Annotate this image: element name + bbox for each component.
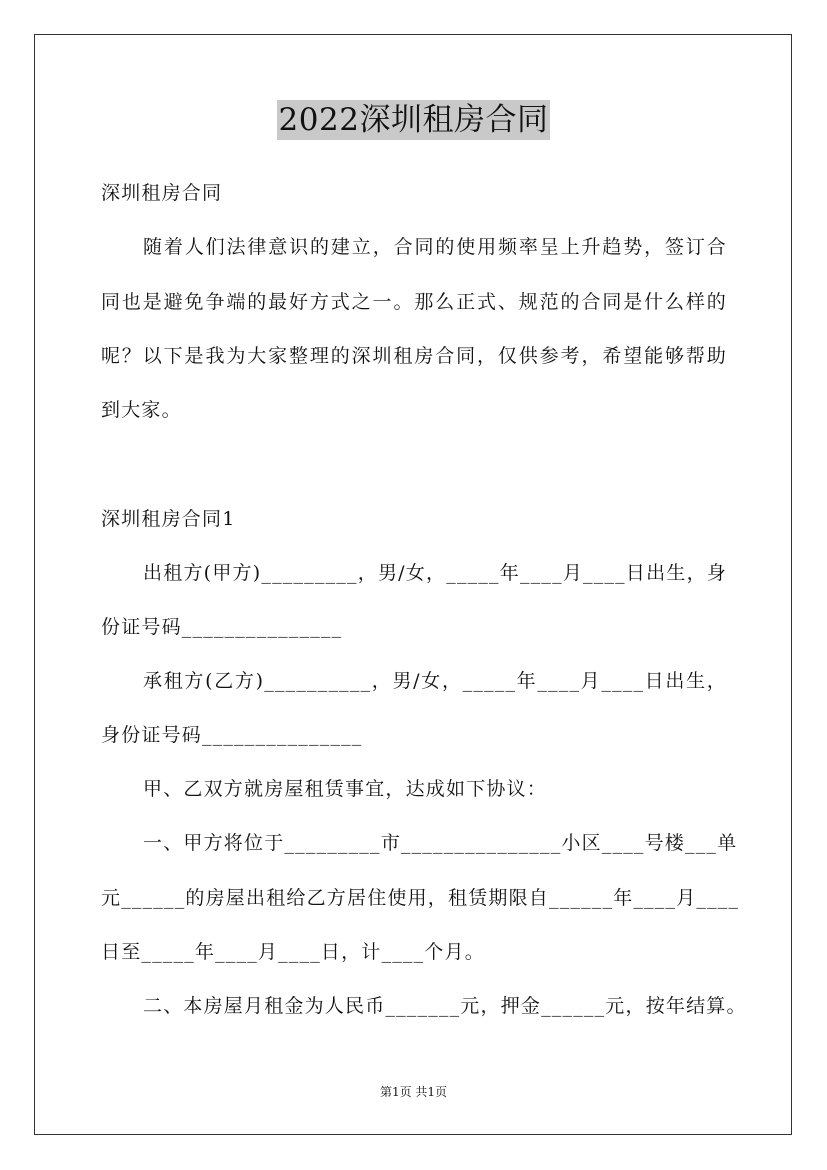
subtitle: 深圳租房合同 [101,182,223,204]
lessee-line-2: 身份证号码_______________ [101,724,363,746]
lessor-line-1: 出租方(甲方)_________，男/女，_____年____月____日出生，身 [143,562,727,584]
clause-1-line-1: 一、甲方将位于_________市_______________小区____号楼___单 [143,832,738,854]
title-wrap [0,100,827,140]
intro-line-2: 同也是避免争端的最好方式之一。那么正式、规范的合同是什么样的 [101,291,727,313]
agreement-intro: 甲、乙双方就房屋租赁事宜，达成如下协议： [143,778,548,800]
intro-line-3: 呢？以下是我为大家整理的深圳租房合同，仅供参考，希望能够帮助 [101,345,727,367]
clause-1-line-3: 日至_____年____月____日，计____个月。 [101,941,485,963]
contract-heading: 深圳租房合同1 [101,508,236,530]
clause-1-line-2: 元______的房屋出租给乙方居住使用，租赁期限自______年____月____ [101,887,740,909]
lessee-line-1: 承租方(乙方)__________，男/女，_____年____月____日出生， [143,670,727,692]
document-title: 2022深圳租房合同 [278,102,549,138]
intro-line-4: 到大家。 [101,399,182,421]
intro-line-1: 随着人们法律意识的建立，合同的使用频率呈上升趋势，签订合 [143,236,727,258]
clause-2-line-1: 二、本房屋月租金为人民币_______元，押金______元，按年结算。 [143,995,747,1017]
lessor-line-2: 份证号码_______________ [101,616,343,638]
page-footer: 第1页 共1页 [379,1085,448,1099]
